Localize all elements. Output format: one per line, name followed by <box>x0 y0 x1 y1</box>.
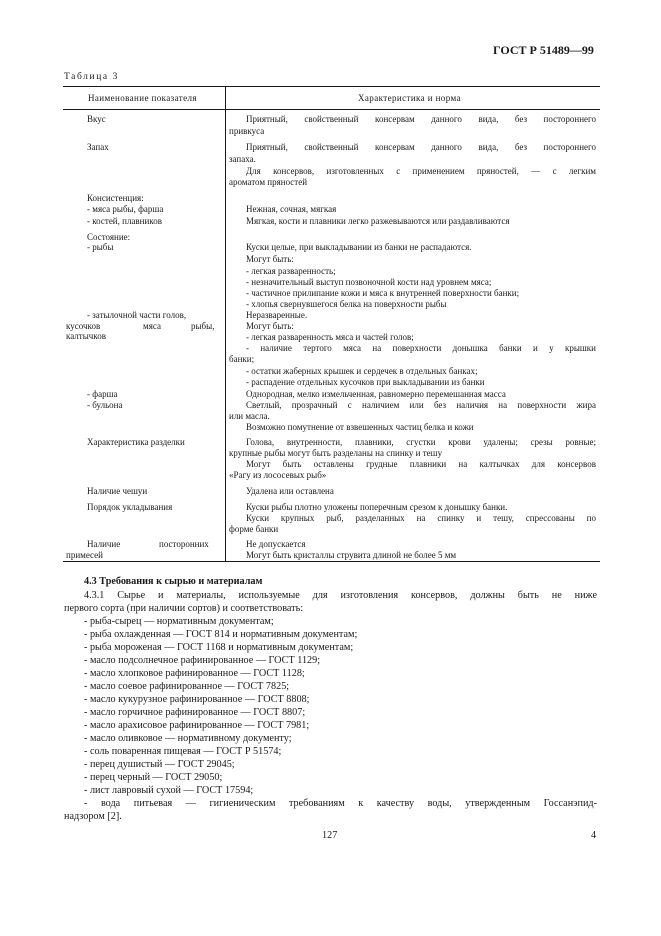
row-name-state-heads-2b: мяса <box>143 321 161 331</box>
row-text-state-fish-4: - незначительный выступ позвоночной кости над уровнем мяса; <box>246 277 492 287</box>
row-name-state-fish: - рыбы <box>87 242 114 252</box>
row-text-state-heads-4: - наличие тертого мяса на поверхности донышка банки и у крышки <box>246 343 596 353</box>
row-text-smell-1: Приятный, свойственный консервам данного вида, без постороннего <box>246 142 596 152</box>
sheet-number: 4 <box>591 830 597 841</box>
row-text-packing-3: форме банки <box>229 524 279 534</box>
row-text-scales: Удалена или оставлена <box>246 486 334 496</box>
row-name-impurities-a: Наличие <box>87 539 121 549</box>
row-text-state-heads-7: - распадение отдельных кусочков при выкладывании из банки <box>246 377 485 387</box>
list-item: - перец черный — ГОСТ 29050; <box>84 772 223 783</box>
section-intro-line-1: 4.3.1 Сырье и материалы, используемые для изготовления консервов, должны быть не ниже <box>84 590 597 601</box>
row-text-state-mince: Однородная, мелко измельченная, равномерно перемешанная масса <box>246 389 506 399</box>
row-text-state-heads-3: - легкая разваренность мяса и частей голов; <box>246 332 414 342</box>
row-name-consistency-fish: - мяса рыбы, фарша <box>87 204 164 214</box>
row-name-scales: Наличие чешуи <box>87 486 148 496</box>
list-item: - масло горчичное рафинированное — ГОСТ 8807; <box>84 707 306 718</box>
row-text-packing-1: Куски рыбы плотно уложены поперечным срезом к донышку банки. <box>246 502 508 512</box>
row-name-state-heads-1: - затылочной части голов, <box>87 310 187 320</box>
row-text-state-broth-1: Светлый, прозрачный с наличием или без наличия на поверхности жира <box>246 400 596 410</box>
row-name-state-heads-2a: кусочков <box>66 321 101 331</box>
row-text-state-heads-5: банки; <box>229 354 255 364</box>
row-name-state-mince: - фарша <box>87 389 118 399</box>
row-text-state-fish-3: - легкая разваренность; <box>246 266 336 276</box>
row-name-packing: Порядок укладывания <box>87 502 173 512</box>
row-name-state-heads-2c: рыбы, <box>191 321 215 331</box>
list-item: - рыба мороженая — ГОСТ 1168 и нормативным документам; <box>84 642 354 653</box>
row-text-cutting-4: «Рагу из лососевых рыб» <box>229 470 327 480</box>
row-text-consistency-bones: Мягкая, кости и плавники легко разжевываются или раздавливаются <box>246 216 510 226</box>
list-item: - масло соевое рафинированное — ГОСТ 7825; <box>84 681 290 692</box>
list-item: - масло хлопковое рафинированное — ГОСТ 1128; <box>84 668 305 679</box>
row-text-state-fish-6: - хлопья свернувшегося белка на поверхности рыбы <box>246 299 447 309</box>
row-text-cutting-1: Голова, внутренности, плавники, сгустки крови удалены; срезы ровные; <box>246 437 596 447</box>
row-text-state-heads-2: Могут быть: <box>246 321 294 331</box>
row-name-consistency-bones: - костей, плавников <box>87 216 162 226</box>
row-text-taste-1: Приятный, свойственный консервам данного вида, без постороннего <box>246 114 596 124</box>
list-item: - масло оливковое — нормативному документу; <box>84 733 292 744</box>
page-number: 127 <box>322 830 338 841</box>
row-name-consistency: Консистенция: <box>87 193 144 203</box>
row-text-taste-2: привкуса <box>229 126 265 136</box>
row-text-state-fish-2: Могут быть: <box>246 254 294 264</box>
row-text-impurities-1: Не допускается <box>246 539 306 549</box>
list-item: - перец душистый — ГОСТ 29045; <box>84 759 235 770</box>
row-text-cutting-2: крупные рыбы могут быть разделаны на спинку и тешу <box>229 448 443 458</box>
list-item: - рыба-сырец — нормативным документам; <box>84 616 274 627</box>
row-text-state-heads-6: - остатки жаберных крышек и сердечек в отдельных банках; <box>246 366 478 376</box>
table-header-divider <box>63 109 600 110</box>
row-name-state-broth: - бульона <box>87 400 123 410</box>
list-item-water-2: надзором [2]. <box>64 811 122 822</box>
row-name-state: Состояние: <box>87 232 131 242</box>
table-column-divider <box>225 86 226 561</box>
row-text-packing-2: Куски крупных рыб, разделанных на спинку и тешу, спрессованы по <box>246 513 596 523</box>
list-item-water-1: - вода питьевая — гигиеническим требованиям к качеству воды, утвержденным Госсанэпид- <box>84 798 597 809</box>
row-name-impurities-b: посторонних <box>159 539 209 549</box>
table-caption: Таблица 3 <box>64 72 120 82</box>
row-text-state-heads-1: Неразваренные. <box>246 310 308 320</box>
row-name-impurities-c: примесей <box>66 550 103 560</box>
row-text-impurities-2: Могут быть кристаллы струвита длиной не более 5 мм <box>246 550 457 560</box>
row-name-smell: Запах <box>87 142 109 152</box>
row-text-smell-2: запаха. <box>229 154 256 164</box>
row-name-taste: Вкус <box>87 114 106 124</box>
row-text-cutting-3: Могут быть оставлены грудные плавники на калтычках для консервов <box>246 459 596 469</box>
row-name-state-heads-3: калтычков <box>66 331 106 341</box>
list-item: - масло подсолнечное рафинированное — ГОСТ 1129; <box>84 655 321 666</box>
row-text-smell-4: ароматом пряностей <box>229 177 308 187</box>
list-item: - рыба охлажденная — ГОСТ 814 и нормативным документам; <box>84 629 358 640</box>
row-text-consistency-fish: Нежная, сочная, мягкая <box>246 204 337 214</box>
row-text-state-fish-1: Куски целые, при выкладывании из банки не распадаются. <box>246 242 472 252</box>
table-top-border <box>63 86 600 87</box>
section-intro-line-2: первого сорта (при наличии сортов) и соответствовать: <box>64 603 304 614</box>
row-name-cutting: Характеристика разделки <box>87 437 185 447</box>
section-title: 4.3 Требования к сырью и материалам <box>84 576 263 587</box>
list-item: - лист лавровый сухой — ГОСТ 17594; <box>84 785 254 796</box>
row-text-smell-3: Для консервов, изготовленных с применением пряностей, — с легким <box>246 166 596 176</box>
row-text-state-broth-2: или масла. <box>229 411 270 421</box>
list-item: - масло кукурузное рафинированное — ГОСТ 8808; <box>84 694 310 705</box>
document-code: ГОСТ Р 51489—99 <box>493 43 594 57</box>
list-item: - масло арахисовое рафинированное — ГОСТ 7981; <box>84 720 310 731</box>
row-text-state-fish-5: - частичное прилипание кожи и мяса к внутренней поверхности банки; <box>246 288 520 298</box>
column-header-indicator: Наименование показателя <box>88 93 197 103</box>
column-header-characteristic: Характеристика и норма <box>358 93 461 103</box>
row-text-state-broth-3: Возможно помутнение от взвешенных частиц белка и кожи <box>246 422 474 432</box>
list-item: - соль поваренная пищевая — ГОСТ Р 51574; <box>84 746 282 757</box>
